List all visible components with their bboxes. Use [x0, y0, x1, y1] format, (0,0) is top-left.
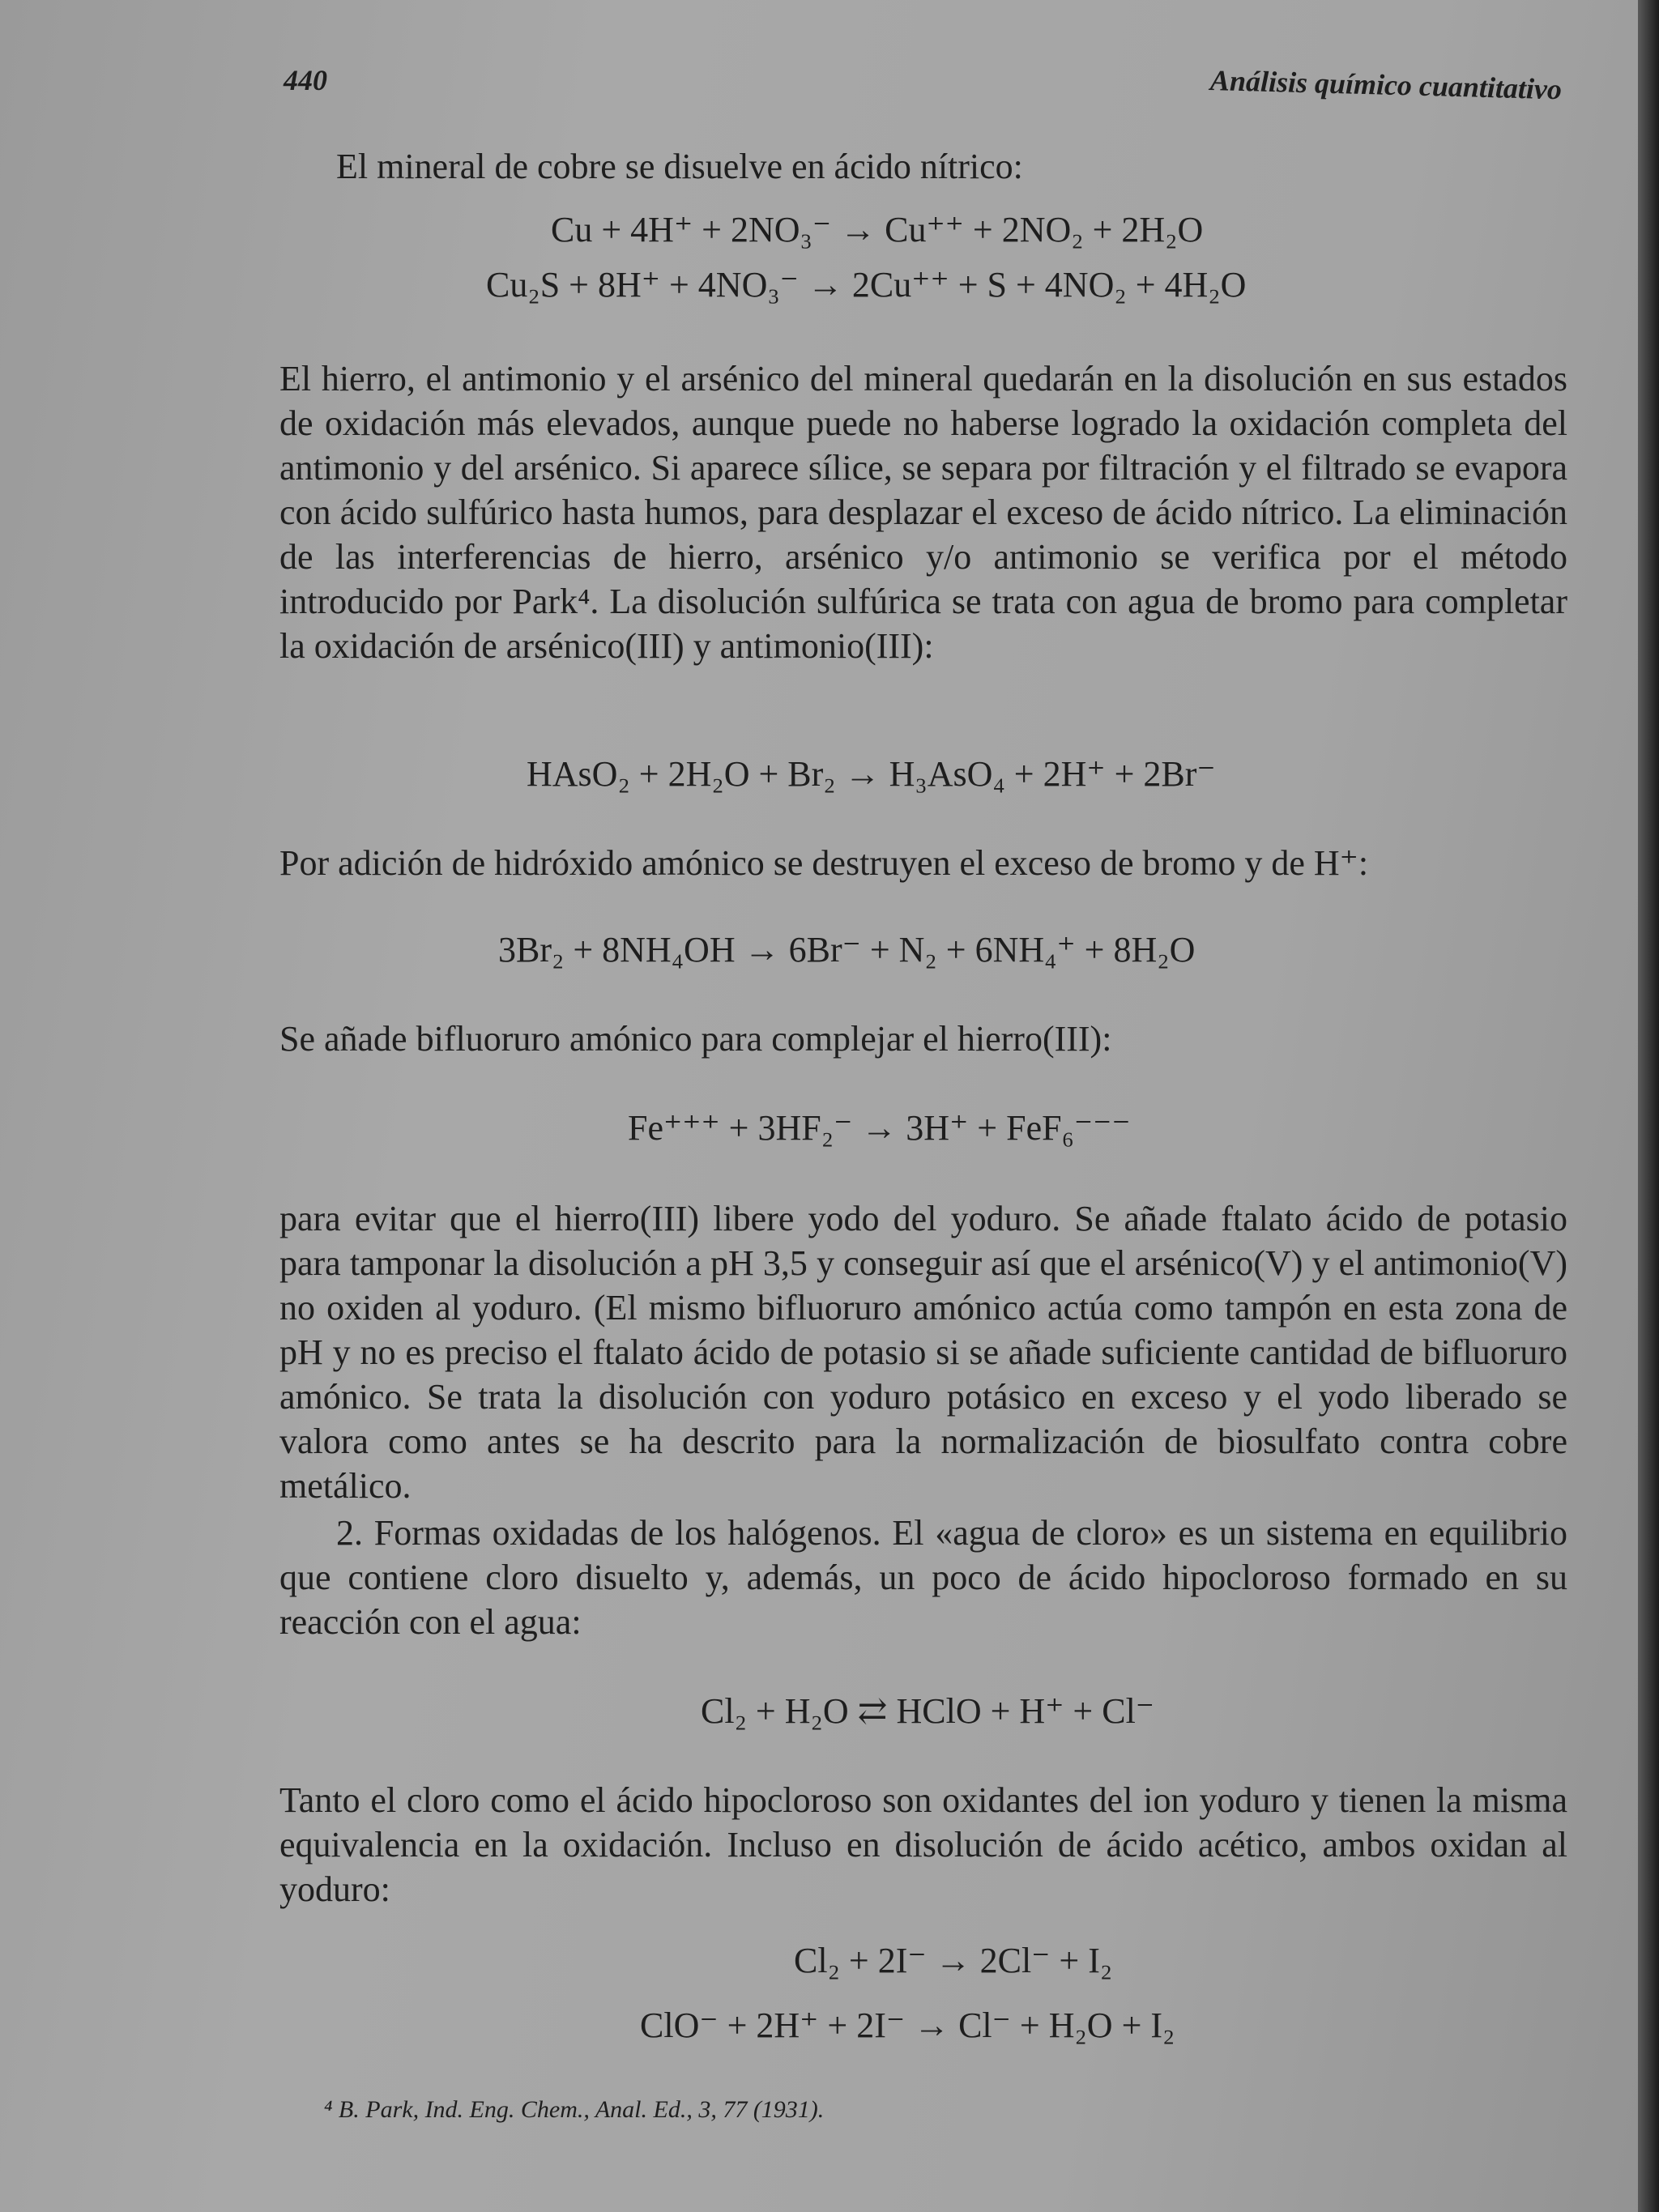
paragraph-2: Por adición de hidróxido amónico se destruyen el exceso de bromo y de H⁺:: [279, 843, 1369, 883]
paragraph-4: para evitar que el hierro(III) libere yodo del yoduro. Se añade ftalato ácido de potasio para tamponar la disolución a pH 3,5 y conseguir así que el arsénico(V) y el antimonio(V) no oxiden al yoduro. (El mismo bifluoruro amónico actúa como tampón en esta zona de pH y no es preciso el ftalato ácido de potasio si se añade suficiente cantidad de bifluoruro amónico. Se trata la disolución con yoduro potásico en exceso y el yodo liberado se valora como antes se ha descrito para la normalización de biosulfato contra cobre metálico.: [279, 1199, 1567, 1506]
page-header: [284, 63, 1562, 112]
paragraph-5: 2. Formas oxidadas de los halógenos. El «agua de cloro» es un sistema en equilibrio que contiene cloro disuelto y, además, un poco de ácido hipocloroso formado en su reacción con el agua:: [279, 1513, 1567, 1642]
equation-3: HAsO₂ + 2H₂O + Br₂ → H₃AsO₄ + 2H⁺ + 2Br⁻: [527, 754, 1216, 794]
equation-4: 3Br₂ + 8NH₄OH → 6Br⁻ + N₂ + 6NH₄⁺ + 8H₂O: [498, 930, 1196, 970]
equation-1: Cu + 4H⁺ + 2NO₃⁻ → Cu⁺⁺ + 2NO₂ + 2H₂O: [551, 210, 1204, 249]
footnote: ⁴ B. Park, Ind. Eng. Chem., Anal. Ed., 3, 77 (1931).: [324, 2096, 825, 2123]
paragraph-6: Tanto el cloro como el ácido hipocloroso son oxidantes del ion yoduro y tienen la misma equivalencia en la oxidación. Incluso en disolución de ácido acético, ambos oxidan al yoduro:: [279, 1780, 1567, 1909]
equation-5: Fe⁺⁺⁺ + 3HF₂⁻ → 3H⁺ + FeF₆⁻⁻⁻: [628, 1108, 1131, 1148]
equation-7: Cl₂ + 2I⁻ → 2Cl⁻ + I₂: [794, 1941, 1113, 1980]
equation-8: ClO⁻ + 2H⁺ + 2I⁻ → Cl⁻ + H₂O + I₂: [640, 2005, 1175, 2045]
page-edge-shadow: [1638, 0, 1659, 2212]
equation-2: Cu₂S + 8H⁺ + 4NO₃⁻ → 2Cu⁺⁺ + S + 4NO₂ + 4H₂O: [486, 265, 1247, 305]
paragraph-3: Se añade bifluoruro amónico para complejar el hierro(III):: [279, 1019, 1112, 1059]
page-number: 440: [284, 64, 327, 96]
equation-6: Cl₂ + H₂O ⇄ HClO + H⁺ + Cl⁻: [701, 1691, 1155, 1731]
intro-paragraph: El mineral de cobre se disuelve en ácido nítrico:: [336, 147, 1023, 186]
running-title: Análisis químico cuantitativo: [1209, 64, 1563, 106]
paragraph-1: El hierro, el antimonio y el arsénico del mineral quedarán en la disolución en sus estados de oxidación más elevados, aunque puede no haberse logrado la oxidación completa del antimonio y del arsénico. Si aparece sílice, se separa por filtración y el filtrado se evapora con ácido sulfúrico hasta humos, para desplazar el exceso de ácido nítrico. La eliminación de las interferencias de hierro, arsénico y/o antimonio se verifica por el método introducido por Park⁴. La disolución sulfúrica se trata con agua de bromo para completar la oxidación de arsénico(III) y antimonio(III):: [279, 359, 1567, 666]
